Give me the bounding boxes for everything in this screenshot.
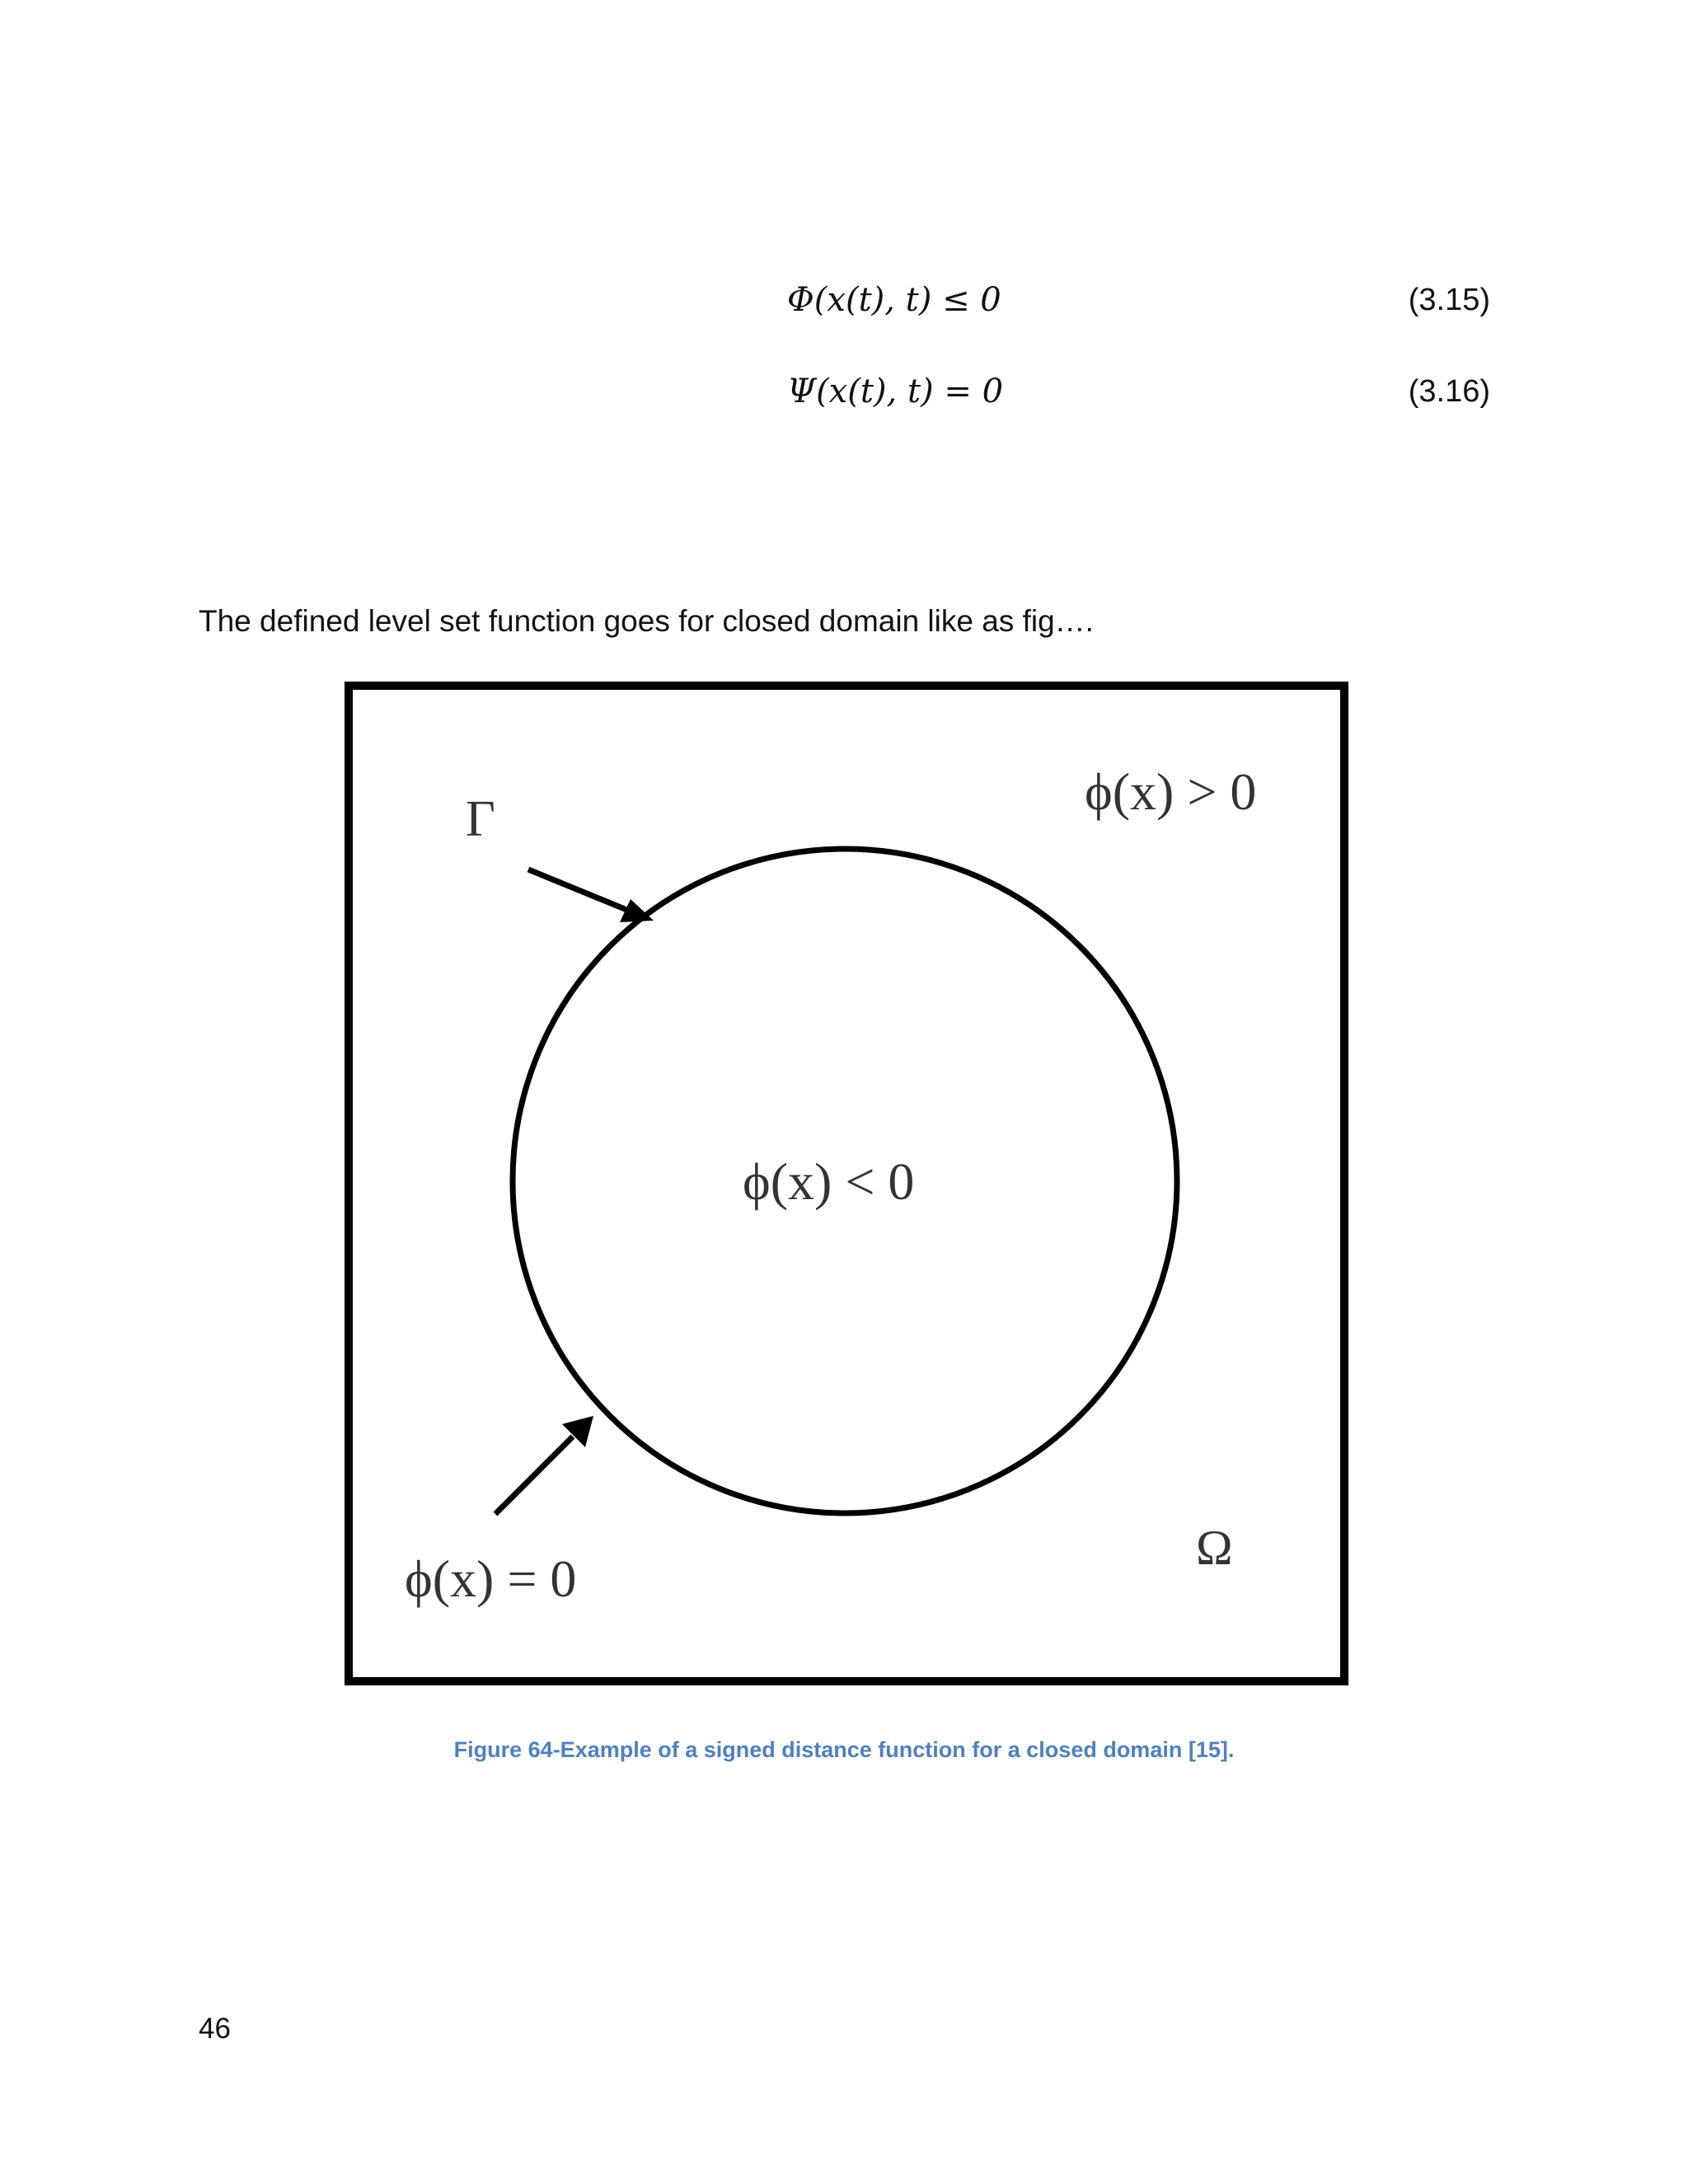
gamma-label: Γ	[466, 791, 495, 847]
equation-expression: Φ(x(t), t) ≤ 0	[787, 281, 1001, 319]
inside-region-label: ϕ(x) < 0	[743, 1152, 915, 1211]
equation-number: (3.16)	[1408, 374, 1490, 409]
page-number: 46	[199, 2013, 231, 2045]
figure-caption: Figure 64-Example of a signed distance function for a closed domain [15].	[453, 1737, 1235, 1762]
omega-label: Ω	[1196, 1521, 1233, 1575]
body-paragraph: The defined level set function goes for closed domain like as fig….	[199, 604, 1094, 638]
outside-region-label: ϕ(x) > 0	[1085, 762, 1257, 821]
equation-number: (3.15)	[1408, 283, 1490, 317]
equation-expression: Ψ(x(t), t) = 0	[787, 373, 1004, 410]
boundary-zero-label: ϕ(x) = 0	[405, 1549, 577, 1608]
signed-distance-figure	[345, 682, 1348, 1685]
